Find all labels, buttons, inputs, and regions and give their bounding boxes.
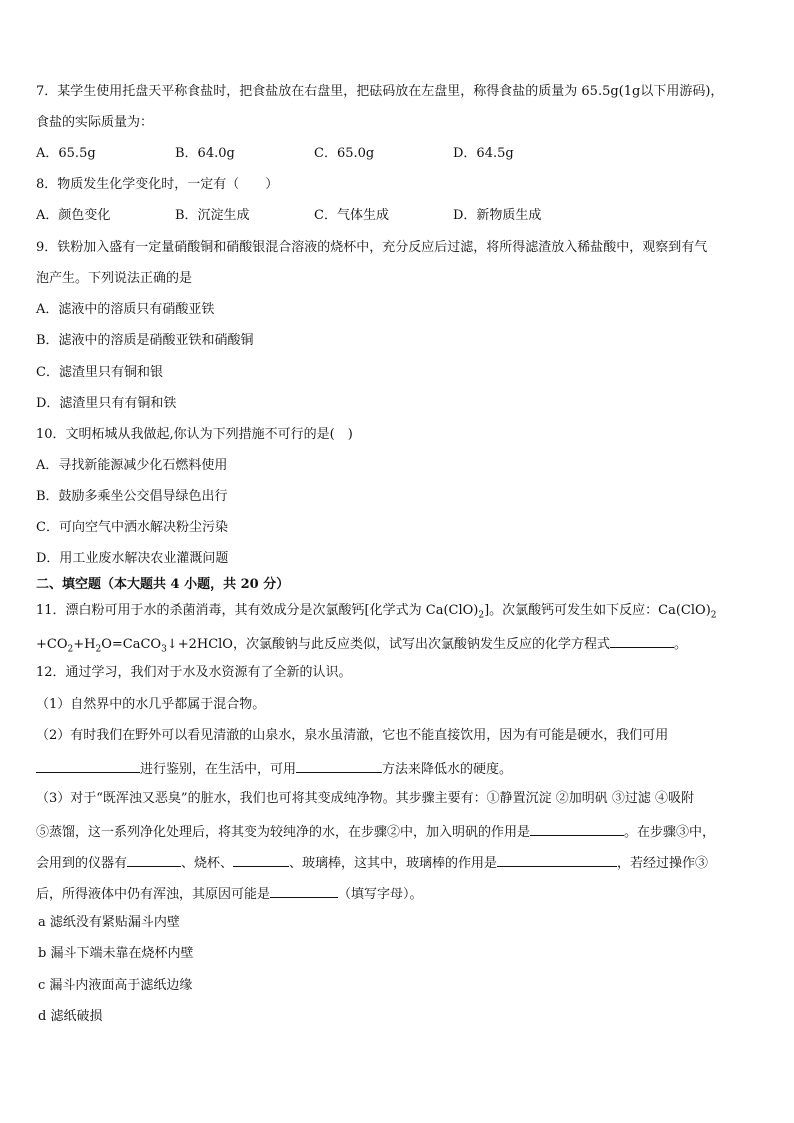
q12-blank-alum-role[interactable]: [530, 821, 624, 836]
q12-p3-text-f: ，若经过操作③: [617, 856, 709, 871]
q11-text-6: ↓+2HClO，次氯酸钠与此反应类似，试写出次氯酸钠发生反应的化学方程式: [166, 637, 610, 652]
q12-p3-text-a: ⑤蒸馏，这一系列净化处理后，将其变为较纯净的水，在步骤②中，加入明矾的作用是: [36, 825, 531, 840]
q12-choice-a: a 滤纸没有紧贴漏斗内壁: [38, 915, 180, 930]
q8-option-b: B．沉淀生成: [175, 208, 250, 223]
q12-blank-identify[interactable]: [36, 758, 140, 773]
q12-p3-text-g: 后，所得液体中仍有浑浊，其原因可能是: [36, 887, 271, 902]
section-heading-fill-in: 二、填空题（本大题共 4 小题，共 20 分）: [36, 577, 290, 592]
q12-p3-text-d: 、烧杯、: [181, 856, 234, 871]
q10-option-b: B．鼓励多乘坐公交倡导绿色出行: [36, 489, 228, 504]
q12-blank-rod-role[interactable]: [497, 852, 617, 867]
q12-part2-line1: （2）有时我们在野外可以看见清澈的山泉水，泉水虽清澈，它也不能直接饮用，因为有可能是硬水，我们可用: [36, 728, 669, 743]
q12-p3-text-b: 。在步骤③中，: [624, 825, 716, 840]
q12-p3-text-h: （填写字母）。: [338, 887, 423, 902]
q10-option-a: A．寻找新能源减少化石燃料使用: [36, 458, 228, 473]
q7-stem-line2: 食盐的实际质量为：: [36, 115, 154, 130]
q12-part1: （1）自然界中的水几乎都属于混合物。: [36, 697, 266, 712]
q11-stem-line1: [36, 602, 717, 620]
q9-option-b: B．滤液中的溶质是硝酸亚铁和硝酸铜: [36, 333, 254, 348]
q11-answer-blank[interactable]: [610, 633, 674, 648]
q12-stem: 12．通过学习，我们对于水及水资源有了全新的认识。: [36, 665, 352, 680]
q11-text-2: ]。次氯酸钙可发生如下反应：Ca(ClO): [484, 603, 711, 618]
q12-p3-text-e: 、玻璃棒，这其中，玻璃棒的作用是: [289, 856, 498, 871]
q12-part2-line2: [36, 758, 512, 776]
q11-text-4: +H: [73, 637, 96, 652]
q8-options: [36, 207, 756, 225]
q7-options: [36, 145, 756, 163]
q12-blank-soften[interactable]: [296, 758, 382, 773]
q10-option-c: C．可向空气中洒水解决粉尘污染: [36, 520, 228, 535]
q11-sub-2: 2: [710, 610, 717, 621]
q12-part3-line2: [36, 821, 715, 839]
q7-option-d: D．64.5g: [453, 146, 514, 161]
q12-p2-text-a: 进行鉴别，在生活中，可用: [140, 762, 297, 777]
q12-blank-instrument-2[interactable]: [233, 852, 289, 867]
q8-stem: 8．物质发生化学变化时，一定有（ ）: [36, 177, 279, 192]
q11-stem-line2: [36, 633, 687, 655]
q12-choice-c: c 漏斗内液面高于滤纸边缘: [38, 978, 193, 993]
q11-sub-1: 2: [478, 610, 485, 621]
q12-part3-line1: （3）对于“既浑浊又恶臭”的脏水，我们也可将其变成纯净物。其步骤主要有：①静置沉淀 ②加明矾 ③过滤 ④吸附: [36, 791, 694, 806]
q9-stem-line2: 泡产生。下列说法正确的是: [36, 271, 193, 286]
q9-option-a: A．滤液中的溶质只有硝酸亚铁: [36, 302, 215, 317]
q9-stem-line1: 9．铁粉加入盛有一定量硝酸铜和硝酸银混合溶液的烧杯中，充分反应后过滤，将所得滤渣放入稀盐酸中，观察到有气: [36, 240, 708, 255]
q11-text-3: +CO: [36, 637, 68, 652]
q7-option-c: C．65.0g: [314, 146, 375, 161]
q8-option-a: A．颜色变化: [36, 208, 111, 223]
q12-p3-text-c: 会用到的仪器有: [36, 856, 128, 871]
q12-part3-line3: [36, 852, 708, 870]
q8-option-d: D．新物质生成: [453, 208, 542, 223]
q12-blank-reason[interactable]: [270, 883, 338, 898]
q11-text-1: 11．漂白粉可用于水的杀菌消毒，其有效成分是次氯酸钙[化学式为 Ca(ClO): [36, 603, 479, 618]
q11-text-end: 。: [673, 637, 687, 652]
q12-choice-d: d 滤纸破损: [38, 1009, 103, 1024]
q11-sub-4: 2: [95, 644, 102, 655]
q7-stem-line1: 7．某学生使用托盘天平称食盐时，把食盐放在右盘里，把砝码放在左盘里，称得食盐的质量为 65.5g(1g以下用游码)，: [36, 84, 724, 99]
q12-part3-line4: [36, 883, 423, 901]
q7-option-a: A．65.5g: [36, 146, 96, 161]
q9-option-d: D．滤渣里只有有铜和铁: [36, 396, 177, 411]
q12-blank-instrument-1[interactable]: [127, 852, 181, 867]
q9-option-c: C．滤渣里只有铜和银: [36, 365, 163, 380]
q11-sub-5: 3: [161, 644, 167, 655]
q11-sub-3: 2: [67, 644, 74, 655]
q8-option-c: C．气体生成: [314, 208, 389, 223]
q10-stem: 10．文明柘城从我做起,你认为下列措施不可行的是( ): [36, 427, 353, 442]
q12-choice-b: b 漏斗下端未靠在烧杯内壁: [38, 946, 194, 961]
q7-option-b: B．64.0g: [175, 146, 235, 161]
q11-text-5: O=CaCO: [101, 637, 162, 652]
q10-option-d: D．用工业废水解决农业灌溉问题: [36, 551, 229, 566]
q12-p2-text-b: 方法来降低水的硬度。: [382, 762, 513, 777]
